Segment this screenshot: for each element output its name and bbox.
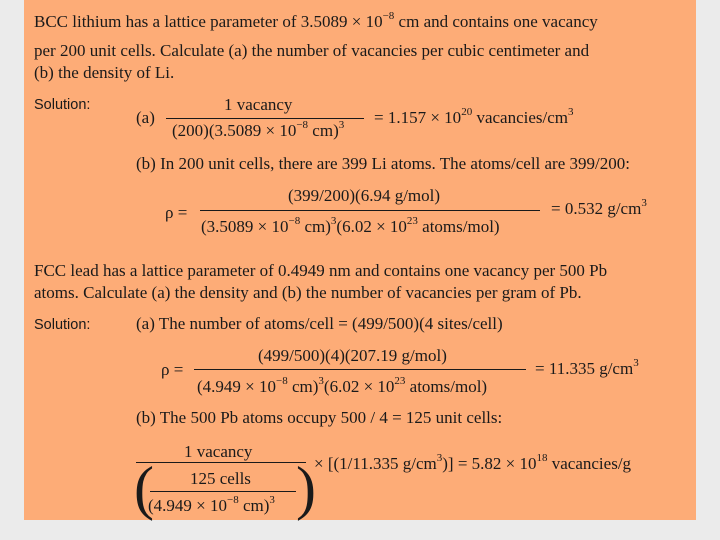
p1-b-denominator: ($3.5089 \times 10^{-8}$ $cm)^3(6.02 \times 10^{23}$ atoms/mol) bbox=[201, 215, 500, 236]
p2-a-numerator: (499/500)(4)(207.19 g/mol) bbox=[258, 346, 447, 365]
p1-part-b-text: (b) In 200 unit cells, there are 399 Li atoms. The atoms/cell are 399/200: bbox=[136, 154, 630, 173]
p2-rho: ρ = bbox=[161, 360, 184, 379]
problem1-line3: (b) the density of Li. bbox=[34, 63, 175, 82]
p2-part-b-text: (b) The 500 Pb atoms occupy 500 / 4 = 125 unit cells: bbox=[136, 408, 503, 427]
p2-b-numerator: 1 vacancy bbox=[184, 442, 253, 461]
p2-b-inner-fraction-bar bbox=[150, 491, 296, 492]
p1-b-result: = 0.532 $g/cm^3$ bbox=[551, 197, 647, 218]
p2-b-fraction-bar bbox=[136, 462, 306, 463]
left-paren: ( bbox=[134, 455, 154, 521]
p1-a-fraction-bar bbox=[166, 118, 364, 119]
problem1-line2: per 200 unit cells. Calculate (a) the number of vacancies per cubic centimeter and bbox=[34, 41, 590, 60]
p1-rho: ρ = bbox=[165, 203, 188, 222]
p1-part-a-label: (a) bbox=[136, 108, 155, 127]
problem1-line1: BCC lithium has a lattice parameter of $3.5089 \times 10^{-8}$ cm and contains one vacancy bbox=[34, 10, 598, 31]
solution2-label: Solution: bbox=[34, 317, 91, 333]
p2-b-inner-denominator: ($4.949 \times 10^{-8}$ cm)$^3$ bbox=[148, 494, 275, 515]
p1-b-numerator: (399/200)(6.94 g/mol) bbox=[288, 186, 441, 205]
right-paren: ) bbox=[296, 455, 316, 521]
slide bbox=[24, 0, 696, 520]
solution1-label: Solution: bbox=[34, 97, 91, 113]
problem2-line1: FCC lead has a lattice parameter of 0.4949 nm and contains one vacancy per 500 Pb bbox=[34, 261, 608, 280]
p1-a-denominator: $(200)(3.5089 \times 10^{-8}$ cm)$^3$ bbox=[172, 119, 345, 140]
p1-b-fraction-bar bbox=[200, 210, 540, 211]
p1-a-numerator: 1 vacancy bbox=[224, 95, 293, 114]
p1-a-result: = $1.157 \times 10^{20}$ vacancies/$cm^3$ bbox=[374, 106, 574, 127]
p2-b-result: × [(1/11.335 $g/cm^3)] = 5.82 \times 10^{18}$ vacancies/g bbox=[314, 452, 632, 473]
problem2-line2: atoms. Calculate (a) the density and (b) the number of vacancies per gram of Pb. bbox=[34, 283, 582, 302]
p2-a-result: = 11.335 $g/cm^3$ bbox=[535, 357, 639, 378]
p2-a-denominator: ($4.949 \times 10^{-8}$ $cm)^3(6.02 \times 10^{23}$ atoms/mol) bbox=[197, 375, 488, 396]
p2-part-a-text: (a) The number of atoms/cell = (499/500)(4 sites/cell) bbox=[136, 314, 503, 333]
p2-b-inner-numerator: 125 cells bbox=[190, 469, 251, 488]
p2-a-fraction-bar bbox=[194, 369, 526, 370]
